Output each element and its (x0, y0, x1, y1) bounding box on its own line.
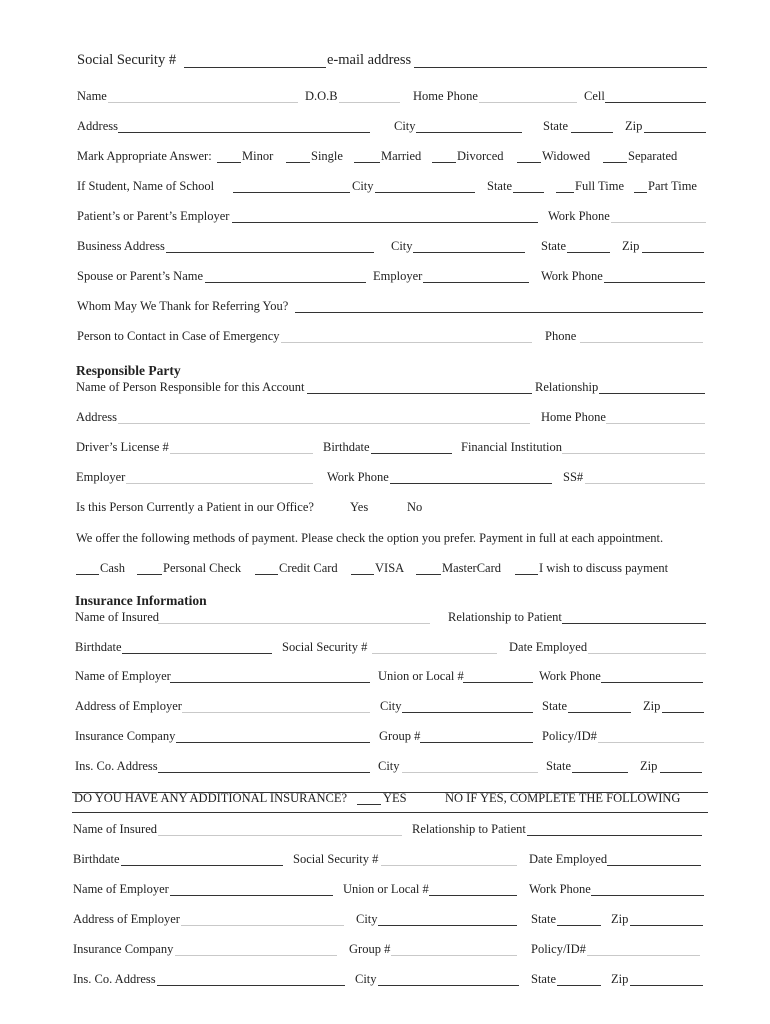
label-e-mail-address: e-mail address (327, 52, 412, 68)
state-input-line[interactable] (557, 985, 601, 986)
union-or-local-input-line[interactable] (463, 682, 533, 683)
label-work-phone: Work Phone (541, 269, 603, 283)
label-state: State (543, 119, 568, 133)
date-employed-input-line[interactable] (588, 653, 706, 654)
policy-id-input-line[interactable] (587, 955, 700, 956)
relationship-checkbox-blank[interactable] (307, 393, 532, 394)
label-cell: Cell (584, 89, 605, 103)
label-no: No (407, 500, 423, 514)
label-relationship: Relationship (535, 380, 599, 394)
work-phone-input-line[interactable] (390, 483, 552, 484)
section-heading-insurance-information: Insurance Information (75, 593, 207, 608)
separated-checkbox-blank[interactable] (603, 162, 627, 163)
address-input-line[interactable] (118, 423, 530, 424)
label-policy-id: Policy/ID# (531, 942, 586, 956)
label-ins-co-address: Ins. Co. Address (75, 759, 158, 773)
full-time-checkbox-blank[interactable] (556, 192, 574, 193)
label-birthdate: Birthdate (323, 440, 370, 454)
name-input-line[interactable] (108, 102, 298, 103)
state-input-line[interactable] (568, 712, 631, 713)
label-group: Group # (379, 729, 421, 743)
birthdate-input-line[interactable] (122, 653, 272, 654)
yes-checkbox-blank[interactable] (357, 804, 381, 805)
label-union-or-local: Union or Local # (378, 669, 464, 683)
label-address: Address (77, 119, 118, 133)
zip-input-line[interactable] (642, 252, 704, 253)
zip-input-line[interactable] (644, 132, 706, 133)
insurance-company-input-line[interactable] (175, 955, 337, 956)
credit-card-checkbox-blank[interactable] (255, 574, 278, 575)
label-person-to-contact-in-case-of-emergency: Person to Contact in Case of Emergency (77, 329, 280, 343)
financial-institution-input-line[interactable] (562, 453, 705, 454)
cash-checkbox-blank[interactable] (76, 574, 99, 575)
employer-input-line[interactable] (126, 483, 313, 484)
label-address: Address (76, 410, 117, 424)
zip-input-line[interactable] (630, 985, 703, 986)
name-of-employer-input-line[interactable] (170, 682, 370, 683)
label-employer: Employer (373, 269, 423, 283)
relationship-to-patient-input-line[interactable] (527, 835, 702, 836)
label-zip: Zip (625, 119, 643, 133)
i-wish-to-discuss-payment-checkbox-blank[interactable] (515, 574, 538, 575)
label-work-phone: Work Phone (327, 470, 389, 484)
city-checkbox-blank[interactable] (233, 192, 350, 193)
label-home-phone: Home Phone (413, 89, 478, 103)
birthdate-input-line[interactable] (371, 453, 452, 454)
label-state: State (541, 239, 566, 253)
label-state: State (546, 759, 571, 773)
label-zip: Zip (643, 699, 661, 713)
label-relationship-to-patient: Relationship to Patient (412, 822, 526, 836)
label-birthdate: Birthdate (75, 640, 122, 654)
label-no-if-yes-complete-the-following: NO IF YES, COMPLETE THE FOLLOWING (445, 791, 681, 805)
label-work-phone: Work Phone (548, 209, 610, 223)
label-do-you-have-any-additional-insurance: DO YOU HAVE ANY ADDITIONAL INSURANCE? (74, 791, 348, 805)
label-visa: VISA (375, 561, 405, 575)
label-group: Group # (349, 942, 391, 956)
label-employer: Employer (76, 470, 126, 484)
zip-input-line[interactable] (660, 772, 702, 773)
label-address-of-employer: Address of Employer (75, 699, 182, 713)
label-city: City (380, 699, 402, 713)
city-input-line[interactable] (378, 925, 517, 926)
single-checkbox-blank[interactable] (286, 162, 310, 163)
label-city: City (391, 239, 413, 253)
label-social-security: Social Security # (282, 640, 368, 654)
label-union-or-local: Union or Local # (343, 882, 429, 896)
label-d-o-b: D.O.B (305, 89, 338, 103)
label-name-of-insured: Name of Insured (75, 610, 159, 624)
label-state: State (531, 912, 556, 926)
label-part-time: Part Time (648, 179, 697, 193)
city-input-line[interactable] (416, 132, 522, 133)
label-policy-id: Policy/ID# (542, 729, 597, 743)
insurance-company-input-line[interactable] (176, 742, 370, 743)
city-input-line[interactable] (402, 712, 533, 713)
label-we-offer-the-following-methods-of-paymen: We offer the following methods of payment. Please check the option you prefer. Payment in full at each appointment. (76, 531, 664, 545)
driver-s-license-input-line[interactable] (170, 453, 313, 454)
label-name-of-employer: Name of Employer (75, 669, 171, 683)
label-single: Single (311, 149, 343, 163)
label-city: City (356, 912, 378, 926)
label-driver-s-license: Driver’s License # (76, 440, 169, 454)
business-address-input-line[interactable] (166, 252, 374, 253)
label-state: State (487, 179, 512, 193)
policy-id-input-line[interactable] (598, 742, 704, 743)
section-heading-responsible-party: Responsible Party (76, 363, 181, 378)
social-security-input-line[interactable] (381, 865, 517, 866)
label-name: Name (77, 89, 107, 103)
label-whom-may-we-thank-for-referring-you: Whom May We Thank for Referring You? (77, 299, 289, 313)
label-zip: Zip (622, 239, 640, 253)
label-relationship-to-patient: Relationship to Patient (448, 610, 562, 624)
label-ins-co-address: Ins. Co. Address (73, 972, 156, 986)
label-state: State (542, 699, 567, 713)
label-separated: Separated (628, 149, 678, 163)
label-mastercard: MasterCard (442, 561, 502, 575)
personal-check-checkbox-blank[interactable] (137, 574, 162, 575)
label-patient-s-or-parent-s-employer: Patient’s or Parent’s Employer (77, 209, 230, 223)
city-input-line[interactable] (375, 192, 475, 193)
label-work-phone: Work Phone (529, 882, 591, 896)
address-input-line[interactable] (118, 132, 370, 133)
divider-rule (72, 812, 708, 813)
label-insurance-company: Insurance Company (75, 729, 176, 743)
label-name-of-person-responsible-for-this-acco: Name of Person Responsible for this Account (76, 380, 305, 394)
state-input-line[interactable] (571, 132, 613, 133)
label-phone: Phone (545, 329, 577, 343)
label-work-phone: Work Phone (539, 669, 601, 683)
d-o-b-input-line[interactable] (339, 102, 400, 103)
label-social-security: Social Security # (77, 52, 177, 68)
label-if-student-name-of-school: If Student, Name of School (77, 179, 215, 193)
group-input-line[interactable] (420, 742, 533, 743)
married-checkbox-blank[interactable] (354, 162, 380, 163)
label-date-employed: Date Employed (529, 852, 608, 866)
name-of-insured-input-line[interactable] (158, 835, 402, 836)
ins-co-address-input-line[interactable] (157, 985, 345, 986)
minor-checkbox-blank[interactable] (217, 162, 241, 163)
zip-input-line[interactable] (630, 925, 703, 926)
ins-co-address-input-line[interactable] (158, 772, 370, 773)
work-phone-input-line[interactable] (601, 682, 703, 683)
state-input-line[interactable] (572, 772, 628, 773)
label-financial-institution: Financial Institution (461, 440, 563, 454)
label-state: State (531, 972, 556, 986)
label-business-address: Business Address (77, 239, 165, 253)
address-of-employer-input-line[interactable] (181, 925, 344, 926)
divorced-checkbox-blank[interactable] (432, 162, 456, 163)
name-of-employer-input-line[interactable] (170, 895, 333, 896)
e-mail-address-input-line[interactable] (414, 67, 707, 68)
label-yes: YES (383, 791, 407, 805)
whom-may-we-thank-for-referrin-input-line[interactable] (295, 312, 703, 313)
label-minor: Minor (242, 149, 274, 163)
label-personal-check: Personal Check (163, 561, 242, 575)
home-phone-input-line[interactable] (479, 102, 577, 103)
date-employed-input-line[interactable] (607, 865, 701, 866)
spouse-or-parent-s-name-input-line[interactable] (205, 282, 366, 283)
visa-checkbox-blank[interactable] (351, 574, 374, 575)
relationship-input-line[interactable] (599, 393, 705, 394)
label-name-of-employer: Name of Employer (73, 882, 169, 896)
label-zip: Zip (640, 759, 658, 773)
label-home-phone: Home Phone (541, 410, 606, 424)
union-or-local-input-line[interactable] (429, 895, 517, 896)
label-insurance-company: Insurance Company (73, 942, 174, 956)
label-zip: Zip (611, 972, 629, 986)
label-city: City (378, 759, 400, 773)
cell-input-line[interactable] (605, 102, 706, 103)
city-input-line[interactable] (378, 985, 519, 986)
label-cash: Cash (100, 561, 125, 575)
state-input-line[interactable] (567, 252, 610, 253)
label-zip: Zip (611, 912, 629, 926)
state-input-line[interactable] (557, 925, 601, 926)
e-mail-address-checkbox-blank[interactable] (184, 67, 326, 68)
label-city: City (394, 119, 416, 133)
label-ss: SS# (563, 470, 584, 484)
work-phone-input-line[interactable] (604, 282, 705, 283)
name-of-insured-input-line[interactable] (158, 623, 430, 624)
group-input-line[interactable] (391, 955, 517, 956)
label-married: Married (381, 149, 422, 163)
label-is-this-person-currently-a-patient-in-ou: Is this Person Currently a Patient in our Office? (76, 500, 314, 514)
state-input-line[interactable] (513, 192, 544, 193)
birthdate-input-line[interactable] (121, 865, 283, 866)
label-name-of-insured: Name of Insured (73, 822, 157, 836)
patient-s-or-parent-s-employer-input-line[interactable] (232, 222, 538, 223)
label-mark-appropriate-answer: Mark Appropriate Answer: (77, 149, 212, 163)
label-widowed: Widowed (542, 149, 591, 163)
label-divorced: Divorced (457, 149, 504, 163)
label-credit-card: Credit Card (279, 561, 338, 575)
label-birthdate: Birthdate (73, 852, 120, 866)
label-full-time: Full Time (575, 179, 624, 193)
label-social-security: Social Security # (293, 852, 379, 866)
city-input-line[interactable] (402, 772, 538, 773)
address-of-employer-input-line[interactable] (182, 712, 370, 713)
ss-input-line[interactable] (585, 483, 705, 484)
label-city: City (355, 972, 377, 986)
work-phone-input-line[interactable] (611, 222, 706, 223)
label-city: City (352, 179, 374, 193)
label-date-employed: Date Employed (509, 640, 588, 654)
label-i-wish-to-discuss-payment: I wish to discuss payment (539, 561, 669, 575)
part-time-checkbox-blank[interactable] (634, 192, 647, 193)
label-spouse-or-parent-s-name: Spouse or Parent’s Name (77, 269, 204, 283)
widowed-checkbox-blank[interactable] (517, 162, 541, 163)
employer-input-line[interactable] (423, 282, 529, 283)
label-yes: Yes (350, 500, 369, 514)
city-input-line[interactable] (413, 252, 525, 253)
relationship-to-patient-input-line[interactable] (562, 623, 706, 624)
work-phone-input-line[interactable] (591, 895, 704, 896)
mastercard-checkbox-blank[interactable] (416, 574, 441, 575)
label-address-of-employer: Address of Employer (73, 912, 180, 926)
phone-input-line[interactable] (580, 342, 703, 343)
home-phone-input-line[interactable] (606, 423, 705, 424)
zip-input-line[interactable] (662, 712, 704, 713)
person-to-contact-in-case-of-e-input-line[interactable] (281, 342, 532, 343)
social-security-input-line[interactable] (372, 653, 497, 654)
